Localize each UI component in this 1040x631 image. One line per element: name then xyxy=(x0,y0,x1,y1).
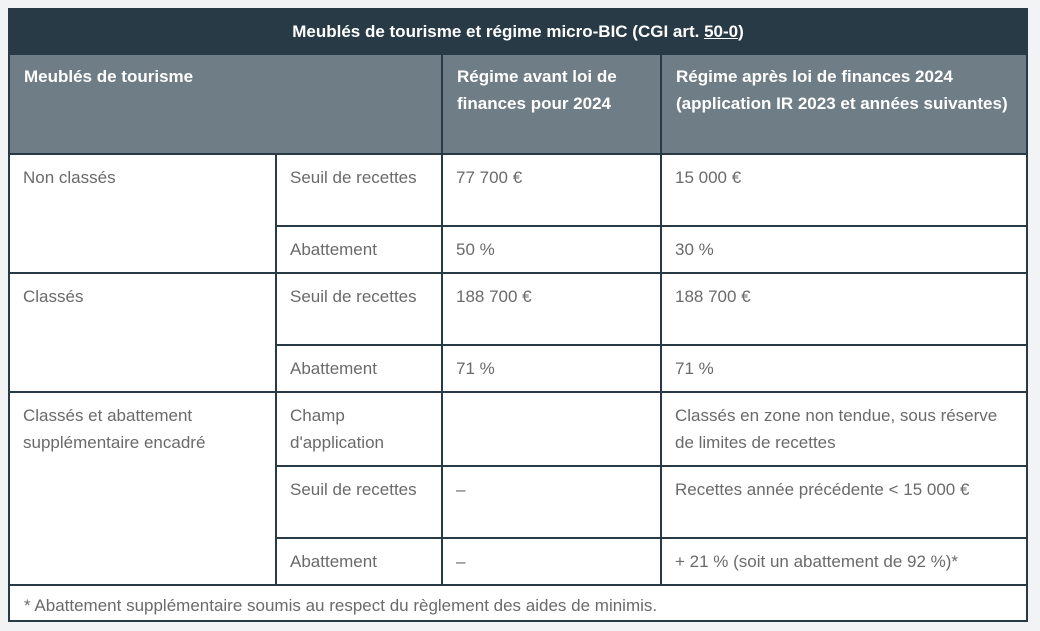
tax-regime-table xyxy=(10,10,1026,631)
value-before: 77 700 € xyxy=(442,154,661,226)
table-row xyxy=(10,273,1026,345)
value-after: Recettes année précédente < 15 000 € xyxy=(661,466,1026,538)
row-label: Seuil de recettes xyxy=(276,273,442,345)
value-before xyxy=(442,392,661,466)
value-after: Classés en zone non tendue, sous réserve de limites de recettes xyxy=(661,392,1026,466)
header-after-2024: Régime après loi de finances 2024 (application IR 2023 et années suivantes) xyxy=(661,54,1026,154)
table-row xyxy=(10,154,1026,226)
row-label: Abattement xyxy=(276,538,442,585)
table-title-row xyxy=(10,10,1026,54)
row-label: Seuil de recettes xyxy=(276,466,442,538)
category-classes: Classés xyxy=(10,273,276,392)
value-before: 71 % xyxy=(442,345,661,392)
value-after: + 21 % (soit un abattement de 92 %)* xyxy=(661,538,1026,585)
value-after: 71 % xyxy=(661,345,1026,392)
header-meubles: Meublés de tourisme xyxy=(10,54,442,154)
category-non-classes: Non classés xyxy=(10,154,276,273)
footnote-row xyxy=(10,585,1026,631)
value-before: – xyxy=(442,538,661,585)
tax-regime-table-container xyxy=(8,8,1028,622)
title-suffix: ) xyxy=(738,21,744,41)
value-before: – xyxy=(442,466,661,538)
value-after: 15 000 € xyxy=(661,154,1026,226)
value-after: 188 700 € xyxy=(661,273,1026,345)
row-label: Champ d'application xyxy=(276,392,442,466)
row-label: Abattement xyxy=(276,345,442,392)
column-header-row xyxy=(10,54,1026,154)
row-label: Seuil de recettes xyxy=(276,154,442,226)
cgi-article-link[interactable]: 50-0 xyxy=(704,21,739,41)
value-before: 50 % xyxy=(442,226,661,273)
table-row xyxy=(10,392,1026,466)
category-classes-abattement: Classés et abattement supplémentaire encadré xyxy=(10,392,276,585)
row-label: Abattement xyxy=(276,226,442,273)
value-after: 30 % xyxy=(661,226,1026,273)
title-text: Meublés de tourisme et régime micro-BIC (CGI art. xyxy=(292,21,705,41)
footnote: * Abattement supplémentaire soumis au respect du règlement des aides de minimis. xyxy=(10,585,1026,631)
header-before-2024: Régime avant loi de finances pour 2024 xyxy=(442,54,661,154)
value-before: 188 700 € xyxy=(442,273,661,345)
table-title xyxy=(10,10,1026,54)
